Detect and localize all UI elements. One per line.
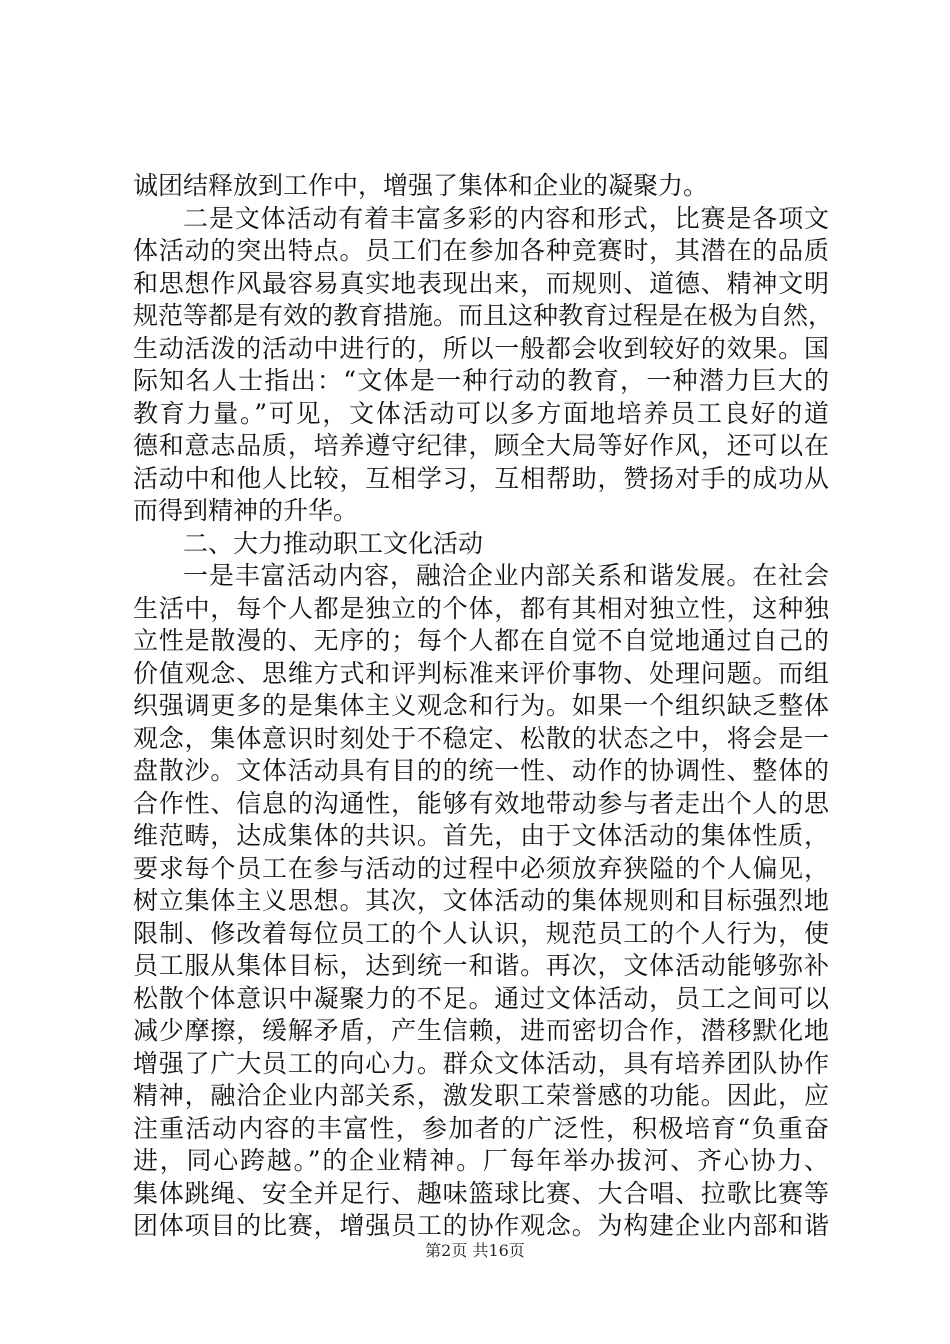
text-line: 活动中和他人比较，互相学习，互相帮助，赞扬对手的成功从	[133, 463, 829, 493]
text-line: 生动活泼的活动中进行的，所以一般都会收到较好的效果。国	[133, 333, 829, 363]
text-line: 精神，融洽企业内部关系，激发职工荣誉感的功能。因此，应	[133, 1081, 829, 1110]
text-line: 规范等都是有效的教育措施。而且这种教育过程是在极为自然，	[133, 301, 834, 330]
text-line: 织强调更多的是集体主义观念和行为。如果一个组织缺乏整体	[133, 691, 829, 720]
text-line: 盘散沙。文体活动具有目的的统一性、动作的协调性、整体的	[133, 756, 829, 785]
text-line: 立性是散漫的、无序的；每个人都在自觉不自觉地通过自己的	[133, 626, 829, 655]
text-line: 员工服从集体目标，达到统一和谐。再次，文体活动能够弥补	[133, 951, 829, 980]
text-line: 合作性、信息的沟通性，能够有效地带动参与者走出个人的思	[133, 788, 829, 818]
page-number-label: 第2页 共16页	[425, 1241, 525, 1260]
text-line: 生活中，每个人都是独立的个体，都有其相对独立性，这种独	[133, 593, 829, 623]
text-line: 限制、修改着每位员工的个人认识，规范员工的个人行为，使	[133, 918, 829, 948]
text-line: 和思想作风最容易真实地表现出来，而规则、道德、精神文明	[133, 268, 829, 298]
text-line: 进，同心跨越。”的企业精神。厂每年举办拔河、齐心协力、	[133, 1146, 829, 1175]
text-line: 教育力量。”可见，文体活动可以多方面地培养员工良好的道	[133, 398, 829, 428]
text-line: 集体跳绳、安全并足行、趣味篮球比赛、大合唱、拉歌比赛等	[133, 1178, 829, 1208]
text-line: 观念，集体意识时刻处于不稳定、松散的状态之中，将会是一	[133, 723, 829, 753]
text-line: 要求每个员工在参与活动的过程中必须放弃狭隘的个人偏见，	[133, 853, 829, 883]
text-line: 二是文体活动有着丰富多彩的内容和形式，比赛是各项文	[183, 203, 829, 233]
text-line: 松散个体意识中凝聚力的不足。通过文体活动，员工之间可以	[133, 983, 829, 1013]
text-line: 树立集体主义思想。其次，文体活动的集体规则和目标强烈地	[133, 886, 829, 915]
text-line: 团体项目的比赛，增强员工的协作观念。为构建企业内部和谐	[133, 1211, 829, 1240]
text-line: 一是丰富活动内容，融洽企业内部关系和谐发展。在社会	[183, 561, 829, 590]
text-line: 价值观念、思维方式和评判标准来评价事物、处理问题。而组	[133, 658, 829, 688]
document-body	[133, 170, 834, 1243]
text-line: 体活动的突出特点。员工们在参加各种竞赛时，其潜在的品质	[133, 236, 829, 265]
text-line: 二、大力推动职工文化活动	[183, 528, 484, 558]
text-line: 注重活动内容的丰富性，参加者的广泛性，积极培育“负重奋	[133, 1113, 829, 1143]
text-line: 诚团结释放到工作中，增强了集体和企业的凝聚力。	[133, 171, 709, 200]
text-line: 际知名人士指出：“文体是一种行动的教育，一种潜力巨大的	[133, 366, 829, 395]
text-line: 减少摩擦，缓解矛盾，产生信赖，进而密切合作，潜移默化地	[133, 1016, 829, 1045]
text-line: 而得到精神的升华。	[133, 496, 359, 525]
page-footer	[0, 1241, 950, 1261]
text-line: 增强了广大员工的向心力。群众文体活动，具有培养团队协作	[133, 1048, 829, 1078]
text-line: 德和意志品质，培养遵守纪律，顾全大局等好作风，还可以在	[133, 431, 829, 460]
text-line: 维范畴，达成集体的共识。首先，由于文体活动的集体性质，	[133, 821, 829, 850]
